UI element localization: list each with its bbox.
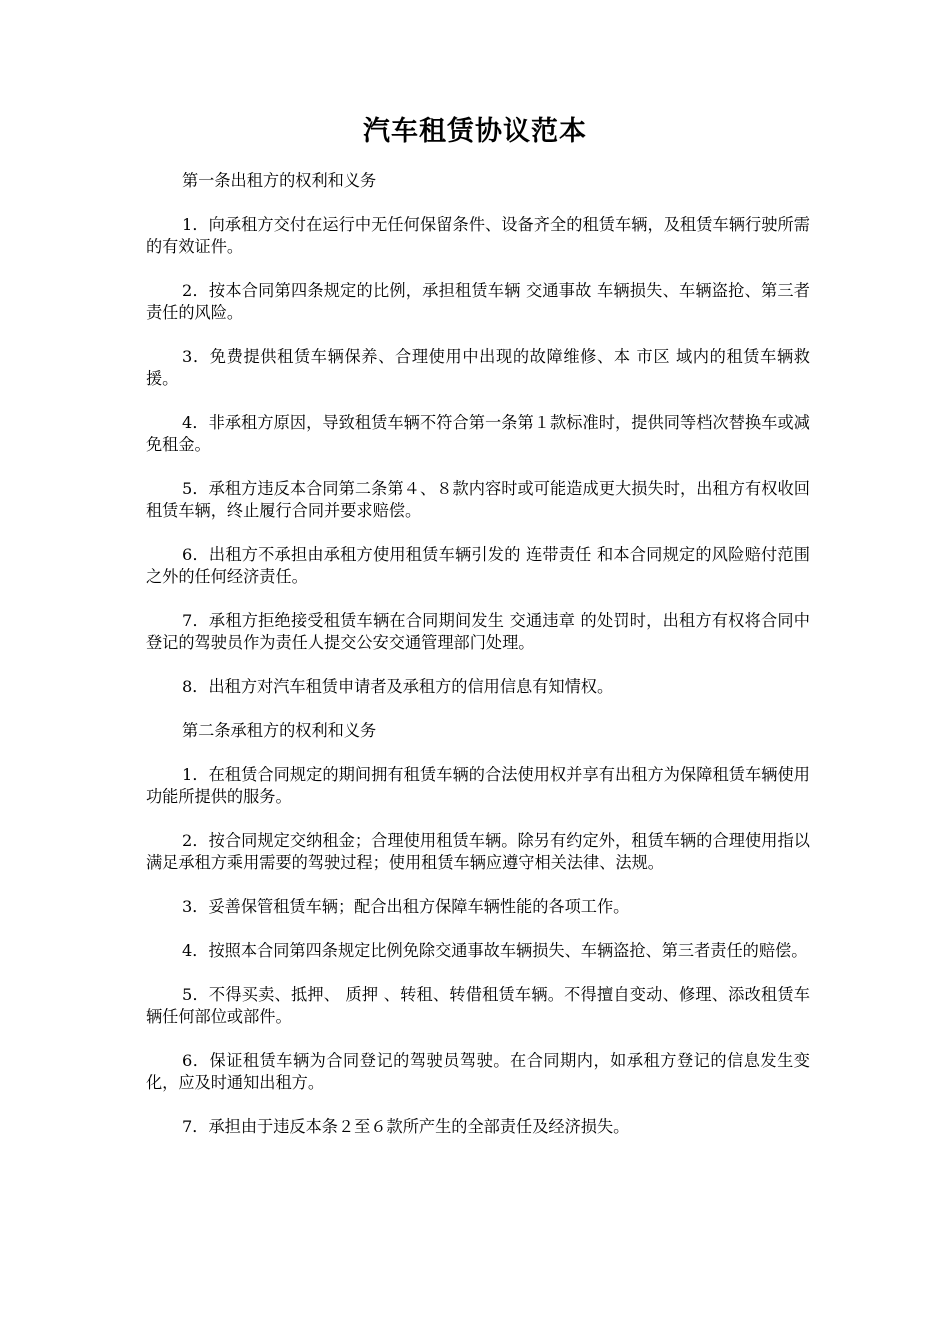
- section-2-item-3: 3．妥善保管租赁车辆；配合出租方保障车辆性能的各项工作。: [182, 897, 630, 916]
- section-1-item-2: 2．按本合同第四条规定的比例，承担租赁车辆 交通事故 车辆损失、车辆盗抢、第三者责任的风险。: [146, 281, 810, 322]
- section-1-item-6: 6．出租方不承担由承租方使用租赁车辆引发的 连带责任 和本合同规定的风险赔付范围之外的任何经济责任。: [146, 545, 810, 586]
- section-2-item-1: 1．在租赁合同规定的期间拥有租赁车辆的合法使用权并享有出租方为保障租赁车辆使用功能所提供的服务。: [146, 765, 810, 806]
- section-1-heading: 第一条出租方的权利和义务: [182, 171, 377, 190]
- section-2-item-7: 7．承担由于违反本条２至６款所产生的全部责任及经济损失。: [182, 1117, 630, 1136]
- section-2-heading: 第二条承租方的权利和义务: [182, 721, 377, 740]
- section-2-item-5: 5．不得买卖、抵押、 质押 、转租、转借租赁车辆。不得擅自变动、修理、添改租赁车辆任何部位或部件。: [146, 985, 810, 1026]
- section-2-item-6: 6．保证租赁车辆为合同登记的驾驶员驾驶。在合同期内，如承租方登记的信息发生变化，应及时通知出租方。: [146, 1051, 810, 1092]
- section-1-item-1: 1．向承租方交付在运行中无任何保留条件、设备齐全的租赁车辆，及租赁车辆行驶所需的有效证件。: [146, 215, 810, 256]
- section-1-item-5: 5．承租方违反本合同第二条第４、８款内容时或可能造成更大损失时，出租方有权收回租赁车辆，终止履行合同并要求赔偿。: [146, 479, 810, 520]
- section-2-item-4: 4．按照本合同第四条规定比例免除交通事故车辆损失、车辆盗抢、第三者责任的赔偿。: [182, 941, 808, 960]
- section-2-item-2: 2．按合同规定交纳租金；合理使用租赁车辆。除另有约定外，租赁车辆的合理使用指以满足承租方乘用需要的驾驶过程；使用租赁车辆应遵守相关法律、法规。: [146, 831, 810, 872]
- section-1-item-7: 7．承租方拒绝接受租赁车辆在合同期间发生 交通违章 的处罚时，出租方有权将合同中登记的驾驶员作为责任人提交公安交通管理部门处理。: [146, 611, 810, 652]
- document-title: 汽车租赁协议范本: [363, 116, 587, 147]
- section-1-item-4: 4．非承租方原因，导致租赁车辆不符合第一条第１款标准时，提供同等档次替换车或减免租金。: [146, 413, 810, 454]
- document-body: [146, 170, 810, 1160]
- section-1-item-3: 3．免费提供租赁车辆保养、合理使用中出现的故障维修、本 市区 域内的租赁车辆救援。: [146, 347, 810, 388]
- section-1-item-8: 8．出租方对汽车租赁申请者及承租方的信用信息有知情权。: [182, 677, 614, 696]
